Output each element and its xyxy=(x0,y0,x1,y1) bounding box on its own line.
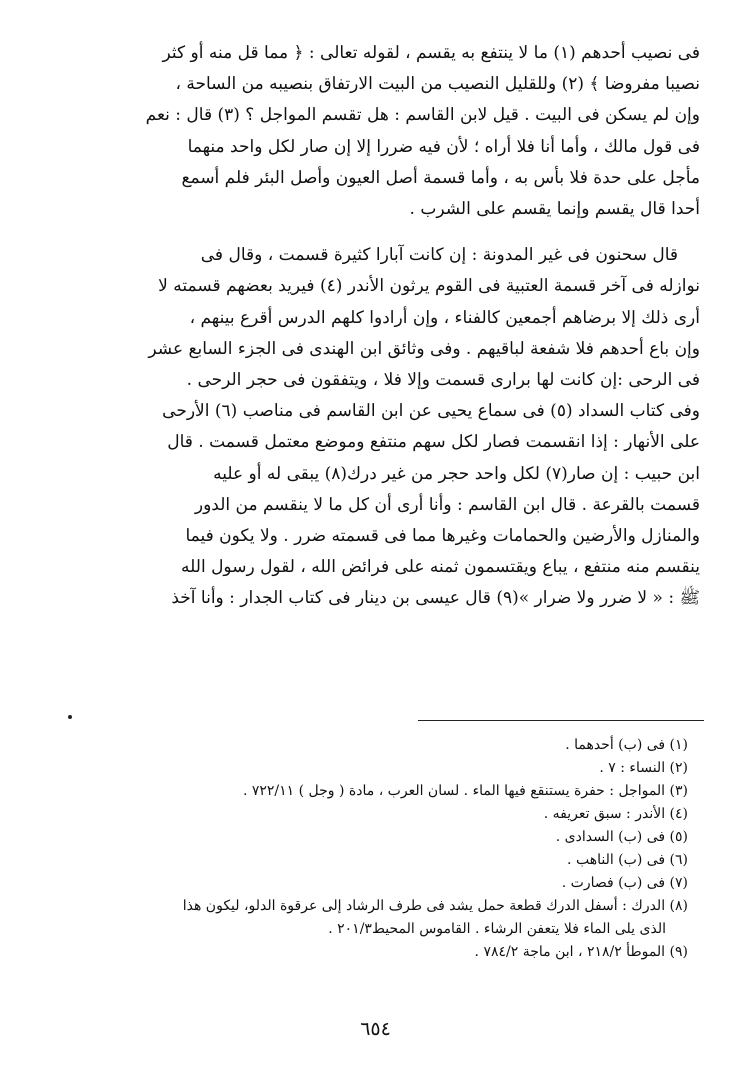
text-line: أرى ذلك إلا برضاهم أجمعين كالفناء ، وإن أرادوا كلهم الدرس أقرع بينهم ، xyxy=(189,307,700,328)
text-line: فى قول مالك ، وأما أنا فلا أراه ؛ لأن فيه ضررا إلا إن صار لكل واحد منهما xyxy=(187,136,700,157)
main-text xyxy=(58,38,700,615)
text-line: وفى كتاب السداد (٥) فى سماع يحيى عن ابن القاسم فى مناصب (٦) الأرحى xyxy=(162,401,700,422)
footnote: (٣) المواجل : حفرة يستنقع فيها الماء . لسان العرب ، مادة ( وجل ) ٧٢٢/١١ . xyxy=(242,783,688,799)
text-line: وإن باع أحدهم فلا شفعة لباقيهم . وفى وثائق ابن الهندى فى الجزء السابع عشر xyxy=(148,338,700,359)
footnote-continuation: الذى يلى الماء فلا يتعفن الرشاء . القاموس المحيط٢٠١/٣ . xyxy=(328,921,666,937)
text-line: قسمت بالقرعة . قال ابن القاسم : وأنا أرى أن كل ما لا ينقسم من الدور xyxy=(194,494,700,515)
text-line: نوازله فى آخر قسمة العتبية فى القوم يرثون الأندر (٤) فيريد بعضهم قسمته لا xyxy=(158,276,700,297)
footnotes xyxy=(58,734,688,964)
text-line: ﷺ : « لا ضرر ولا ضرار »(٩) قال عيسى بن دينار فى كتاب الجدار : وأنا آخذ xyxy=(171,588,700,609)
text-line: ينقسم منه منتفع ، يباع ويقتسمون ثمنه على فرائض الله ، لقول رسول الله xyxy=(181,557,700,578)
text-line: أحدا قال يقسم وإنما يقسم على الشرب . xyxy=(409,199,700,220)
footnote: (٨) الدرك : أسفل الدرك قطعة حمل يشد فى طرف الرشاد إلى عرقوة الدلو، ليكون هذا xyxy=(182,898,688,914)
text-line: وإن لم يسكن فى البيت . قيل لابن القاسم : هل تقسم المواجل ؟ (٣) قال : نعم xyxy=(145,105,700,126)
paragraph-1 xyxy=(58,38,700,225)
footnote: (٧) فى (ب) فصارت . xyxy=(561,875,688,891)
footnote: (٩) الموطأ ٢١٨/٢ ، ابن ماجة ٧٨٤/٢ . xyxy=(474,944,688,960)
paragraph-2 xyxy=(58,240,700,614)
text-line: ابن حبيب : إن صار(٧) لكل واحد حجر من غير درك(٨) يبقى له أو عليه xyxy=(213,463,700,484)
text-line: نصيبا مفروضا ﴾ (٢) وللقليل النصيب من البيت الارتفاق بنصيبه من الساحة ، xyxy=(175,74,700,95)
text-line: فى الرحى :إن كانت لها برارى قسمت وإلا فلا ، ويتفقون فى حجر الرحى . xyxy=(186,370,700,391)
page-number: ٦٥٤ xyxy=(360,1018,391,1040)
text-line: مأجل على حدة فلا بأس به ، وأما قسمة أصل العيون وأصل البئر فلم أسمع xyxy=(181,167,700,188)
footnote-separator xyxy=(418,720,704,721)
footnote: (٤) الأندر : سبق تعريفه . xyxy=(543,806,688,822)
footnote: (٢) النساء : ٧ . xyxy=(599,760,688,776)
text-line: على الأنهار : إذا انقسمت فصار لكل سهم منتفع وموضع معتمل قسمت . قال xyxy=(167,432,700,453)
text-line: فى نصيب أحدهم (١) ما لا ينتفع به يقسم ، لقوله تعالى : ﴿ مما قل منه أو كثر xyxy=(162,43,700,63)
text-line: قال سحنون فى غير المدونة : إن كانت آبارا كثيرة قسمت ، وقال فى xyxy=(200,245,678,266)
dot-mark xyxy=(68,715,72,719)
footnote: (١) فى (ب) أحدهما . xyxy=(565,737,688,753)
text-line: والمنازل والأرضين والحمامات وغيرها مما فى قسمته ضرر . ولا يكون فيما xyxy=(185,526,700,547)
footnote: (٦) فى (ب) الناهب . xyxy=(567,852,688,868)
footnote: (٥) فى (ب) السدادى . xyxy=(555,829,688,845)
